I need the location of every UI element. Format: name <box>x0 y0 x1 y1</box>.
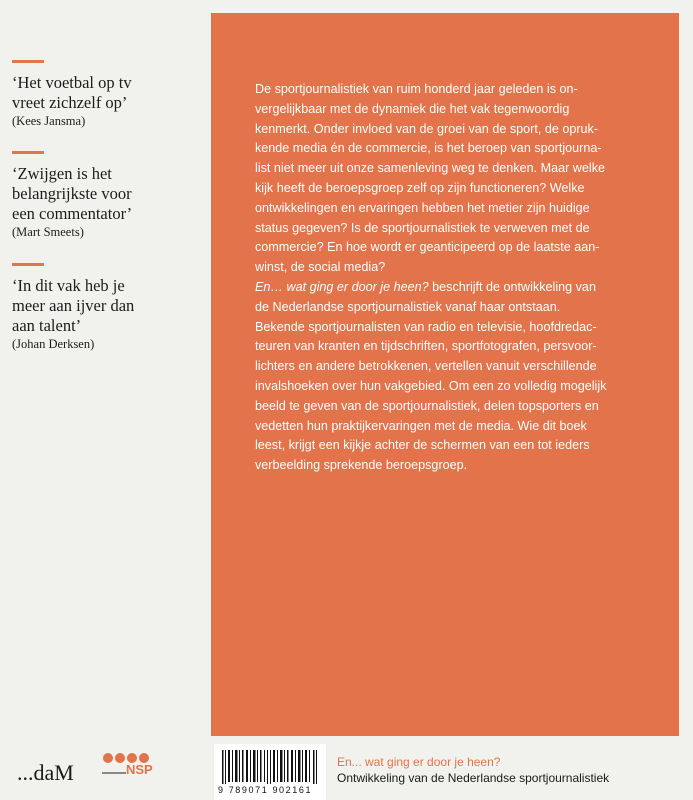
back-cover-blurb <box>255 80 660 476</box>
quote-line: ‘Het voetbal op tv <box>12 73 132 92</box>
blurb-line: kende media én de commercie, is het beroep van sportjourna- <box>255 141 602 156</box>
book-subtitle: Ontwikkeling van de Nederlandse sportjournalistiek <box>337 771 610 785</box>
quote-line: aan talent’ <box>12 316 82 335</box>
quote-line: vreet zichzelf op’ <box>12 93 128 112</box>
blurb-line: vedetten hun praktijkervaringen met de media. Wie dit boek <box>255 418 587 433</box>
blurb-line: De sportjournalistiek van ruim honderd jaar geleden is on- <box>255 82 578 96</box>
blurb-line: Bekende sportjournalisten van radio en televisie, hoofdredac- <box>255 319 597 334</box>
quote-divider <box>12 263 44 266</box>
blurb-line: status gegeven? Is de sportjournalistiek te verweven met de <box>255 220 590 235</box>
quote-3 <box>12 263 134 352</box>
blurb-line: de Nederlandse sportjournalistiek vanaf haar ontstaan. <box>255 299 561 314</box>
blurb-line: lichters en andere betrokkenen, vertellen vanuit verschillende <box>255 359 597 374</box>
quote-line: ‘In dit vak heb je <box>12 276 125 295</box>
nsp-logo-text: NSP <box>126 762 153 777</box>
book-title-italic: En… wat ging er door je heen? <box>255 279 429 294</box>
blurb-line: ontwikkelingen en ervaringen hebben het metier zijn huidige <box>255 200 590 215</box>
quote-line: ‘Zwijgen is het <box>12 164 112 183</box>
blurb-line: kenmerkt. Onder invloed van de groei van de sport, de opruk- <box>255 121 599 136</box>
quote-author: (Johan Derksen) <box>12 337 95 351</box>
blurb-line: commercie? En hoe wordt er geanticipeerd op de laatste aan- <box>255 240 600 255</box>
quote-text <box>12 276 134 336</box>
blurb-line: beeld te geven van de sportjournalistiek, delen topsporters en <box>255 398 599 413</box>
nsp-logo <box>100 748 170 788</box>
blurb-line: kijk heeft de beroepsgroep zelf op zijn functioneren? Welke <box>255 180 585 195</box>
quote-1 <box>12 60 132 129</box>
blurb-line: invalshoeken over hun vakgebied. Om een zo volledig mogelijk <box>255 378 607 393</box>
barcode <box>214 744 326 800</box>
blurb-line: vergelijkbaar met de dynamiek die het vak tegenwoordig <box>255 101 570 116</box>
blurb-line: winst, de social media? <box>255 260 386 275</box>
blurb-line: leest, krijgt een kijkje achter de schermen van een tot ieders <box>255 438 590 453</box>
barcode-bars <box>222 750 320 784</box>
quote-divider <box>12 60 44 63</box>
quote-author: (Kees Jansma) <box>12 114 86 128</box>
quote-2 <box>12 151 132 240</box>
quote-text <box>12 164 132 224</box>
barcode-number: 9 789071 902161 <box>218 785 313 795</box>
quote-text <box>12 73 132 113</box>
blurb-line <box>255 278 660 298</box>
blurb-line: verbeelding sprekende beroepsgroep. <box>255 458 468 473</box>
quote-author: (Mart Smeets) <box>12 225 84 239</box>
quote-divider <box>12 151 44 154</box>
book-title: En... wat ging er door je heen? <box>337 755 501 769</box>
quote-line: belangrijkste voor <box>12 184 132 203</box>
publisher-logo: ...daM <box>17 760 74 785</box>
blurb-line: teuren van kranten en tijdschriften, sportfotografen, persvoor- <box>255 339 597 354</box>
blurb-text: beschrijft de ontwikkeling van <box>428 279 596 294</box>
quote-line: een commentator’ <box>12 204 133 223</box>
quote-line: meer aan ijver dan <box>12 296 135 315</box>
blurb-line: list niet meer uit onze samenleving weg te denken. Maar welke <box>255 161 606 176</box>
